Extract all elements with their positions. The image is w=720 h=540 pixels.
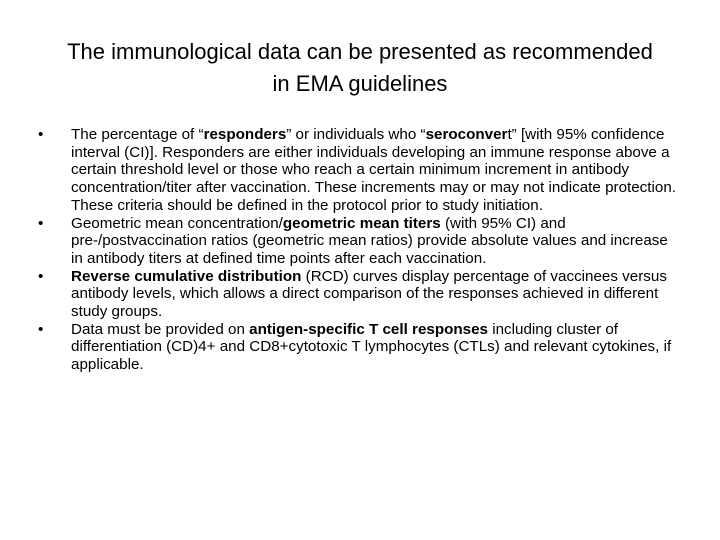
bullet-symbol: • — [38, 126, 44, 143]
bullet-emphasis: geometric mean titers — [282, 214, 441, 232]
bullet-text: (RCD) curves display percentage of vaccinees versus antibody levels, which allows a direct comparison of the responses achieved in different study groups. — [71, 267, 667, 321]
bullet-emphasis: responders — [203, 126, 287, 143]
bullet-emphasis: seroconver — [425, 126, 508, 143]
bullet-item — [38, 126, 678, 215]
bullet-text: Geometric mean concentration/ — [71, 214, 283, 232]
bullet-emphasis: Reverse cumulative distribution — [71, 267, 302, 285]
bullet-list — [38, 126, 678, 374]
bullet-text: Data must be provided on — [71, 320, 250, 338]
bullet-symbol: • — [38, 267, 44, 285]
bullet-symbol: • — [38, 214, 44, 232]
bullet-text: ” or individuals who “ — [286, 126, 426, 143]
slide-title: The immunological data can be presented as recommended in EMA guidelines — [67, 39, 653, 96]
bullet-item — [38, 321, 678, 374]
bullet-text: t” [with 95% confidence interval (CI)]. Responders are either individuals developing an immune response above a certain threshold level or those who reach a certain minimum increment in antibody concentration/titer after vaccination. These increments may or may not indicate protection. These criteria should be defined in the protocol prior to study initiation. — [71, 126, 676, 214]
bullet-text: including cluster of differentiation (CD)4+ and CD8+cytotoxic T lymphocytes (CTLs) and relevant cytokines, if applicable. — [71, 320, 672, 374]
bullet-symbol: • — [38, 320, 44, 338]
bullet-text: (with 95% CI) and pre-/postvaccination ratios (geometric mean ratios) provide absolute values and increase in antibody titers at defined time points after each vaccination. — [71, 214, 668, 267]
bullet-emphasis: antigen-specific T cell responses — [249, 320, 489, 338]
bullet-text: The percentage of “ — [71, 126, 204, 143]
bullet-item — [38, 215, 678, 268]
bullet-item — [38, 268, 678, 321]
